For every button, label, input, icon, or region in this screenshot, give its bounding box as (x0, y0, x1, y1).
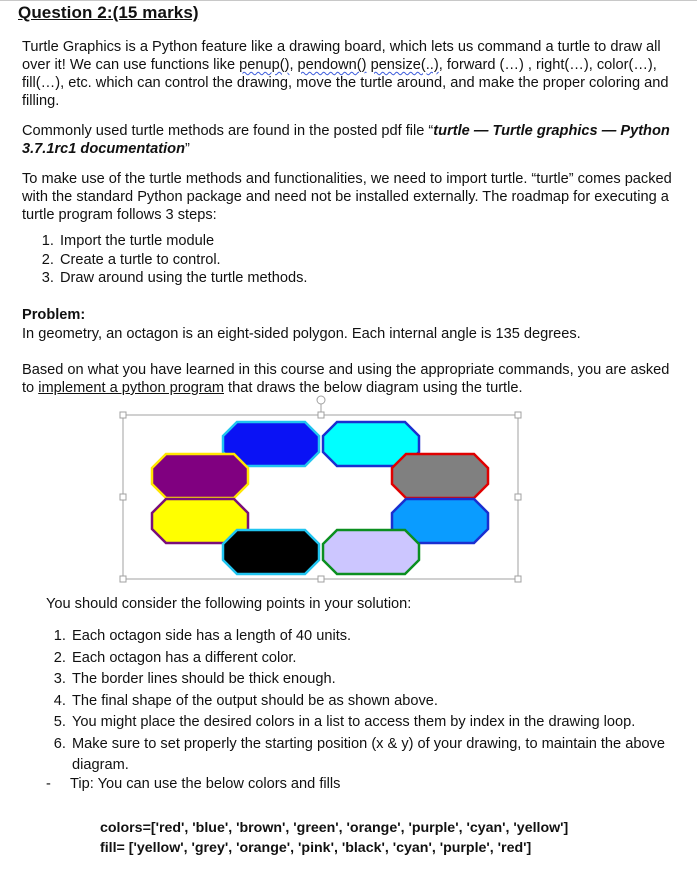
methods-text-after: ” (185, 141, 190, 157)
methods-text-before: Commonly used turtle methods are found in the posted pdf file “ (22, 123, 434, 139)
steps-list (0, 232, 678, 288)
resize-handle-top-left[interactable] (120, 412, 126, 418)
resize-handle-bottom-right[interactable] (515, 576, 521, 582)
penup-term: penup() (239, 57, 290, 73)
consider-text: You should consider the following points in your solution: (46, 596, 412, 612)
octagon-grey (392, 454, 488, 498)
intro-sep-1: , (289, 57, 298, 73)
task-link: implement a python program (38, 380, 224, 396)
intro-text-before: Turtle Graphics is a Python feature like a drawing board, which lets us command a turtle to draw all over it! We can use functions like (22, 39, 661, 73)
problem-text: In geometry, an octagon is an eight-sided polygon. Each internal angle is 135 degrees. (22, 326, 581, 342)
import-paragraph: To make use of the turtle methods and functionalities, we need to import turtle. “turtle” comes packed with the standard Python package and need not be installed externally. The roadmap for executing a turtle program follows 3 steps: (22, 171, 672, 223)
tip-line (46, 776, 340, 792)
colors-code-line: colors=['red', 'blue', 'brown', 'green', 'orange', 'purple', 'cyan', 'yellow'] (100, 820, 569, 836)
task-text-before: Based on what you have learned in this course and using the appropriate commands, you are asked to (22, 362, 670, 396)
resize-handle-middle-left[interactable] (120, 494, 126, 500)
pendown-term: pendown() (297, 57, 367, 73)
point-item: 3. The border lines should be thick enough. (70, 669, 682, 691)
octagon-lavender (323, 530, 419, 574)
octagon-group (152, 422, 488, 574)
intro-paragraph (22, 38, 682, 110)
fill-code-line: fill= ['yellow', 'grey', 'orange', 'pink', 'black', 'cyan', 'purple', 'red'] (100, 840, 532, 856)
octagon-diagram[interactable] (118, 394, 528, 584)
step-item: 3. Draw around using the turtle methods. (58, 269, 678, 288)
octagon-black (223, 530, 319, 574)
resize-handle-bottom-left[interactable] (120, 576, 126, 582)
resize-handle-top-center[interactable] (318, 412, 324, 418)
tip-dash: - (46, 776, 51, 792)
points-list (0, 626, 682, 777)
resize-handle-bottom-center[interactable] (318, 576, 324, 582)
intro-text-after: , forward (…) , right(…), color(…), fill(…), etc. which can control the drawing, move the turtle around, and make the proper coloring and filling. (22, 57, 669, 109)
point-item: 6. Make sure to set properly the starting position (x & y) of your drawing, to maintain the above diagram. (70, 734, 682, 777)
point-item: 4. The final shape of the output should be as shown above. (70, 691, 682, 713)
resize-handle-middle-right[interactable] (515, 494, 521, 500)
question-heading: Question 2:(15 marks) (18, 3, 199, 22)
point-item: 5. You might place the desired colors in a list to access them by index in the drawing loop. (70, 712, 682, 734)
top-rule (0, 0, 697, 1)
octagon-purple (152, 454, 248, 498)
rotate-handle-icon[interactable] (317, 396, 325, 404)
task-text-after: that draws the below diagram using the turtle. (224, 380, 523, 396)
pensize-term: pensize(..) (370, 57, 439, 73)
step-item: 2. Create a turtle to control. (58, 251, 678, 270)
step-item: 1. Import the turtle module (58, 232, 678, 251)
problem-title: Problem: (22, 307, 86, 323)
resize-handle-top-right[interactable] (515, 412, 521, 418)
point-item: 1. Each octagon side has a length of 40 units. (70, 626, 682, 648)
doc-title: turtle — Turtle graphics — Python 3.7.1rc1 documentation (22, 123, 670, 157)
point-item: 2. Each octagon has a different color. (70, 648, 682, 670)
task-paragraph (22, 361, 682, 397)
tip-text: Tip: You can use the below colors and fills (70, 776, 341, 792)
methods-paragraph (22, 122, 682, 158)
